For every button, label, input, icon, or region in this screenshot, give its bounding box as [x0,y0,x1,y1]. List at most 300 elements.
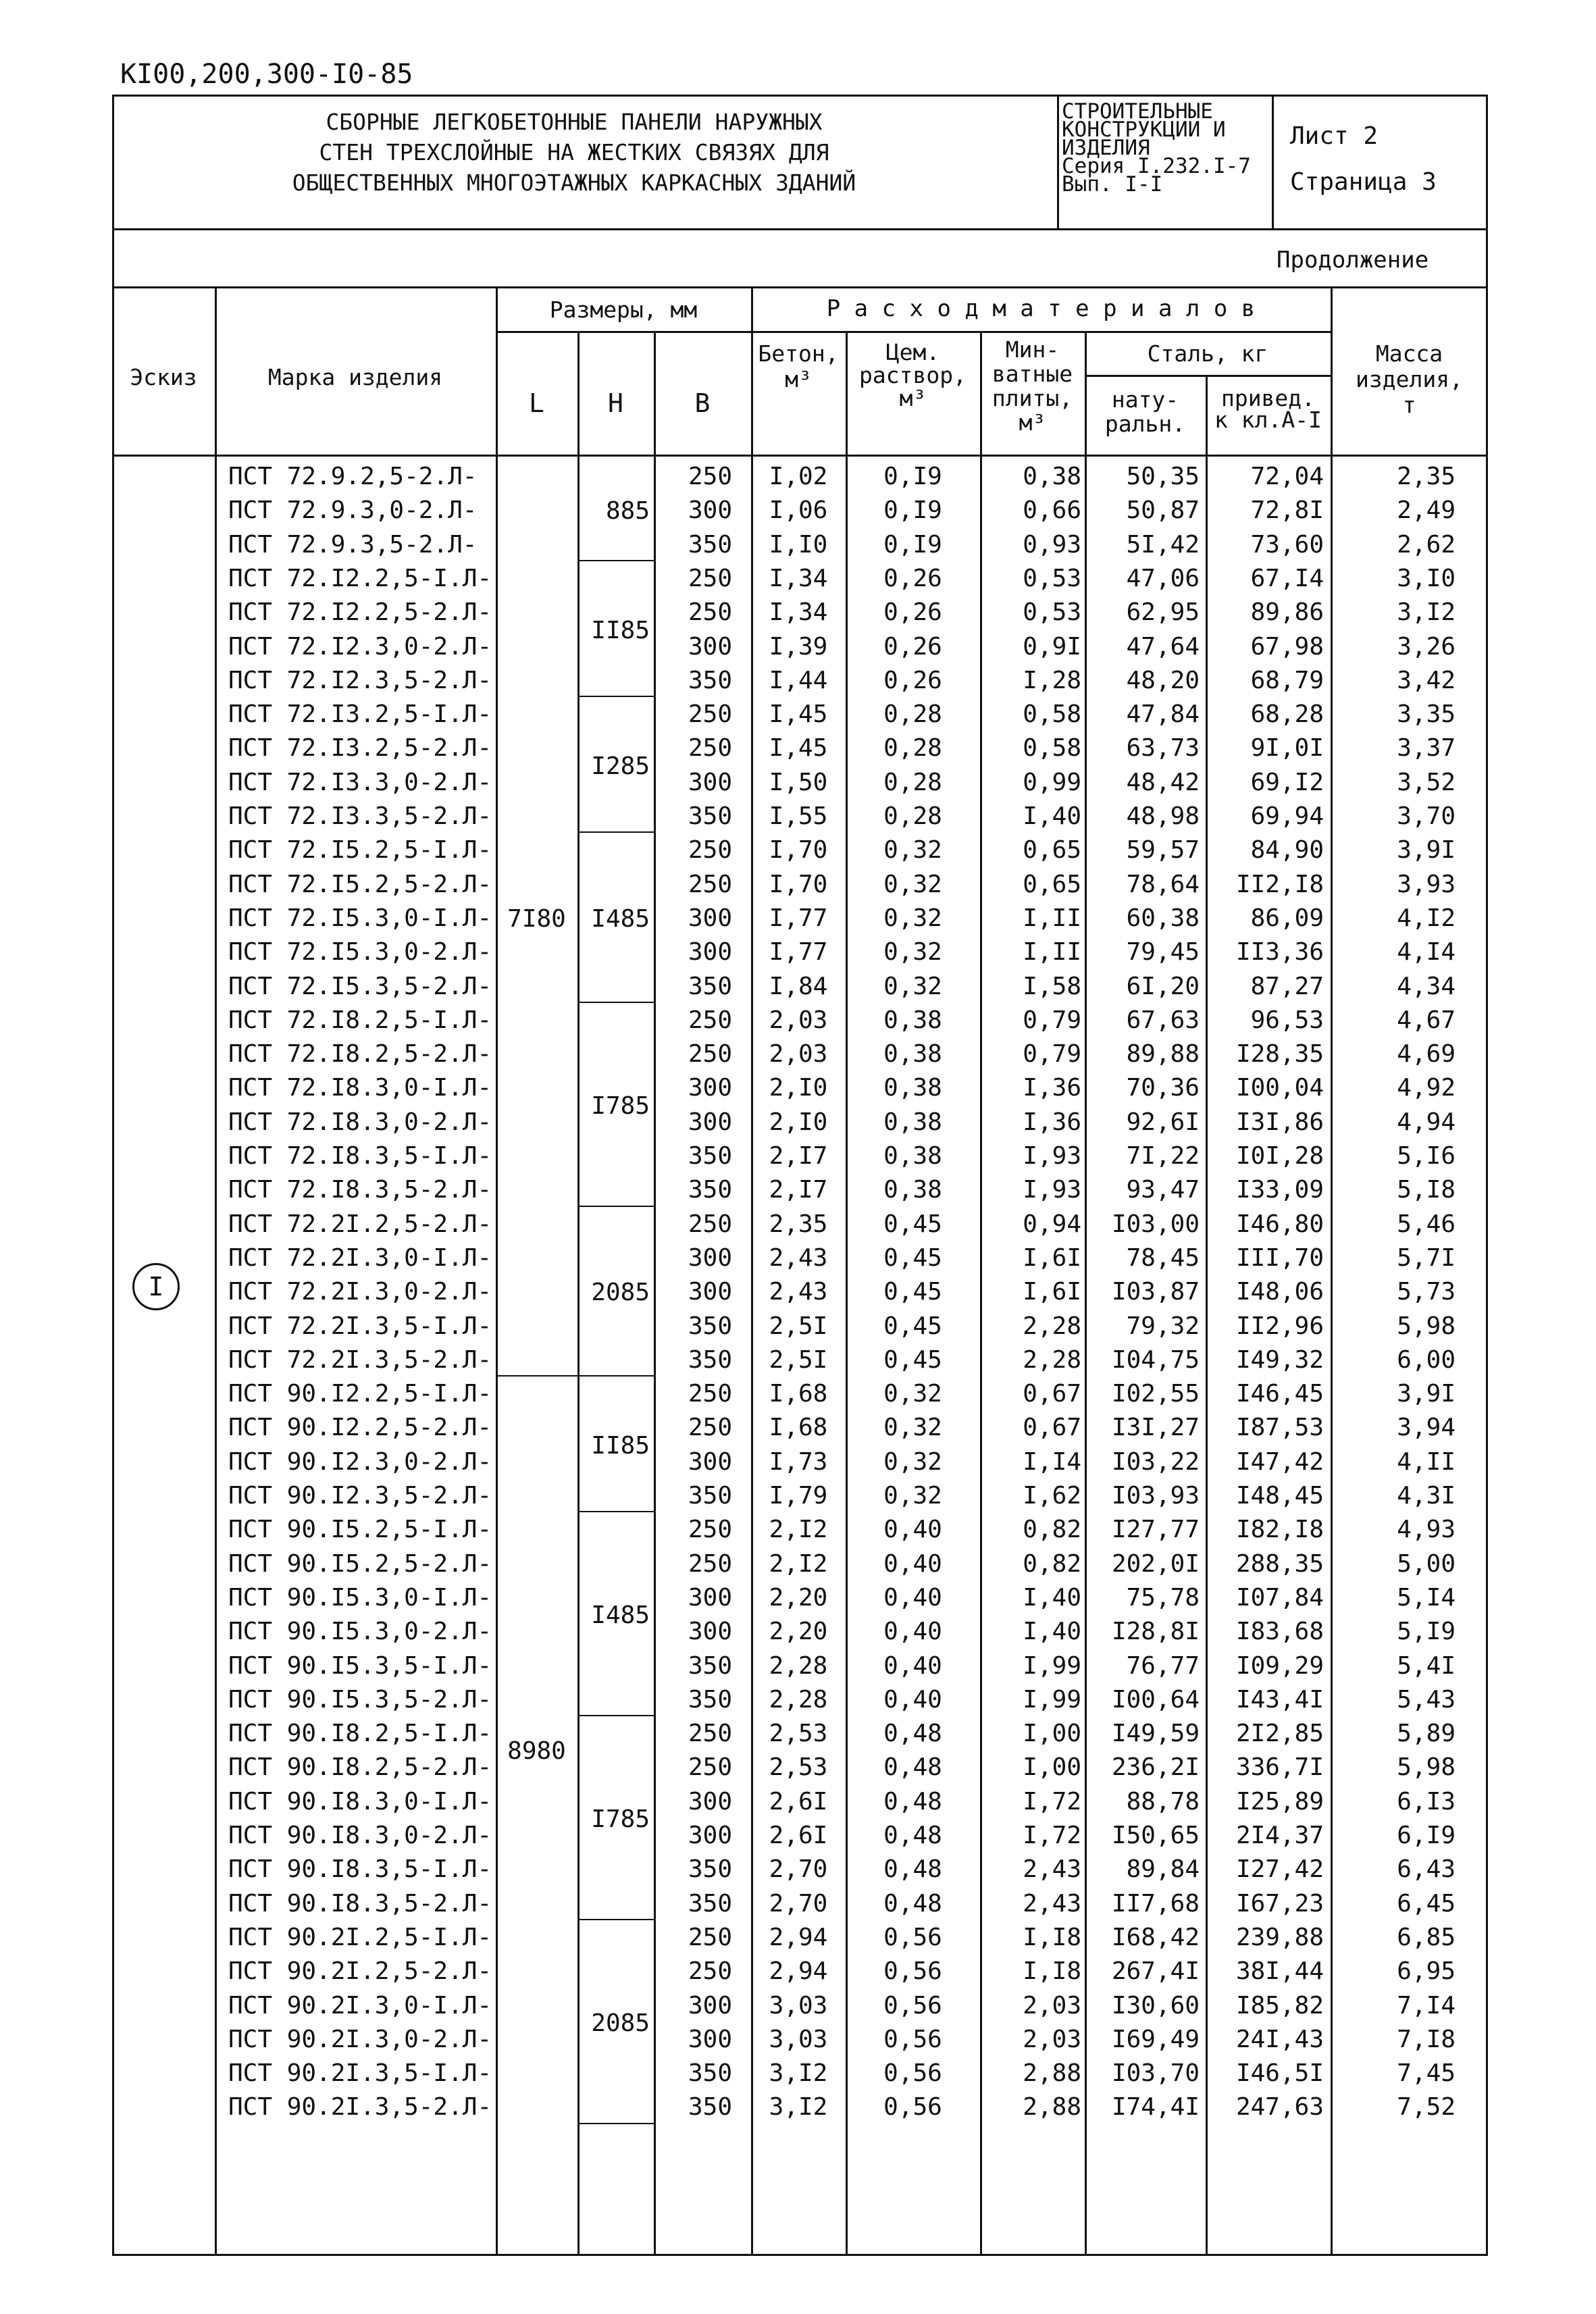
cell-mass: 4,34 [1397,972,1456,1000]
cell-steel-natural: 59,57 [1126,836,1200,865]
cell-steel-reduced: II3,36 [1235,938,1324,967]
cell-B: 350 [688,1345,732,1374]
cell-concrete: 2,I7 [769,1142,828,1170]
header-mass-line: изделия, [1356,366,1463,392]
cell-mineral: I,6I [1023,1278,1081,1306]
header-mineral-line: плиты, [992,385,1073,411]
cell-mineral: I,II [1023,904,1081,932]
cell-mass: 3,35 [1397,700,1456,729]
cell-mass: 2,35 [1397,463,1456,490]
cell-mark: ПСТ 90.I8.3,0-2.Л- [228,1822,492,1849]
cell-concrete: I,55 [769,802,828,830]
cell-B: 300 [688,1787,732,1816]
cell-steel-natural: II7,68 [1111,1889,1200,1918]
cell-cement: 0,38 [883,1040,942,1069]
cell-mass: 5,I4 [1397,1583,1456,1612]
cell-mark: ПСТ 72.I8.3,5-I.Л- [228,1142,492,1170]
cell-B: 250 [688,1380,732,1408]
cell-mineral: 0,65 [1023,870,1081,898]
table-rule [112,455,1488,457]
cell-B: 300 [688,768,732,796]
cell-B: 300 [688,1278,732,1306]
cell-steel-natural: I30,60 [1111,1991,1200,2020]
cell-mass: 5,46 [1397,1210,1456,1238]
cell-B: 350 [688,1855,732,1884]
cell-B: 250 [688,1549,732,1578]
cell-cement: 0,40 [883,1549,942,1578]
cell-mass: 5,98 [1397,1312,1456,1340]
cell-cement: 0,40 [883,1618,942,1646]
cell-steel-natural: 63,73 [1126,734,1200,763]
cell-steel-reduced: 2I4,37 [1235,1822,1324,1849]
cell-H-group: 2085 [591,1279,650,1307]
cell-cement: 0,26 [883,632,942,661]
cell-B: 300 [688,1618,732,1646]
L-group-divider [496,1375,580,1377]
cell-mineral: 2,88 [1023,2059,1081,2088]
cell-mark: ПСТ 90.I2.2,5-2.Л- [228,1414,492,1442]
cell-mark: ПСТ 72.I8.2,5-2.Л- [228,1040,492,1069]
cell-mineral: I,00 [1023,1753,1081,1782]
cell-steel-reduced: I87,53 [1235,1414,1324,1442]
cell-steel-natural: 60,38 [1126,904,1200,932]
cell-mass: 5,I6 [1397,1142,1456,1170]
cell-steel-reduced: 288,35 [1235,1549,1324,1578]
page-number: Страница 3 [1290,168,1437,196]
cell-mark: ПСТ 90.2I.3,0-I.Л- [228,1991,492,2020]
cell-mineral: 0,58 [1023,734,1081,763]
cell-mass: 3,9I [1397,1380,1456,1408]
cell-mass: 4,I4 [1397,938,1456,967]
cell-concrete: 2,6I [769,1822,828,1849]
cell-steel-natural: I03,00 [1111,1210,1200,1238]
cell-cement: 0,32 [883,870,942,898]
cell-mark: ПСТ 90.I5.2,5-I.Л- [228,1516,492,1544]
cell-mark: ПСТ 90.I5.3,5-I.Л- [228,1651,492,1680]
cell-steel-reduced: 239,88 [1235,1923,1324,1951]
cell-mark: ПСТ 72.I2.2,5-2.Л- [228,598,492,627]
cell-B: 300 [688,496,732,525]
cell-steel-reduced: I00,04 [1235,1074,1324,1102]
title-line: СБОРНЫЕ ЛЕГКОБЕТОННЫЕ ПАНЕЛИ НАРУЖНЫХ [326,109,823,135]
cell-mineral: I,72 [1023,1787,1081,1816]
cell-steel-natural: 48,98 [1126,802,1200,830]
cell-steel-natural: 76,77 [1126,1651,1200,1680]
cell-steel-natural: 48,20 [1126,666,1200,694]
cell-cement: 0,32 [883,1447,942,1476]
cell-mineral: 0,67 [1023,1380,1081,1408]
cell-concrete: I,44 [769,666,828,694]
cell-cement: 0,48 [883,1787,942,1816]
cell-concrete: 2,20 [769,1583,828,1612]
cell-mineral: I,93 [1023,1176,1081,1204]
cell-B: 250 [688,1006,732,1034]
cell-mass: 3,I0 [1397,564,1456,592]
cell-concrete: 2,94 [769,1923,828,1951]
cell-mass: 4,92 [1397,1074,1456,1102]
cell-mass: 6,45 [1397,1889,1456,1918]
cell-B: 350 [688,1482,732,1510]
cell-steel-natural: 47,84 [1126,700,1200,729]
cell-mineral: I,99 [1023,1685,1081,1714]
cell-mass: 4,93 [1397,1516,1456,1544]
cell-steel-reduced: I47,42 [1235,1447,1324,1476]
cell-mass: 3,37 [1397,734,1456,763]
cell-mineral: 0,79 [1023,1006,1081,1034]
cell-steel-natural: 93,47 [1126,1176,1200,1204]
cell-mineral: 0,65 [1023,836,1081,865]
cell-mark: ПСТ 90.I2.3,0-2.Л- [228,1447,492,1476]
frame-line [1057,95,1059,230]
cell-steel-reduced: 24I,43 [1235,2025,1324,2053]
title-line: ОБЩЕСТВЕННЫХ МНОГОЭТАЖНЫХ КАРКАСНЫХ ЗДАНИЙ [292,170,856,196]
cell-mass: 3,52 [1397,768,1456,796]
table-rule [496,286,498,2255]
H-group-divider [577,696,656,697]
cell-concrete: I,70 [769,836,828,865]
header-steel-natural [1085,388,1206,436]
cell-mineral: 0,53 [1023,598,1081,627]
table-rule [112,286,1488,288]
cell-steel-natural: I49,59 [1111,1720,1200,1748]
cell-steel-reduced: III,70 [1235,1243,1324,1272]
cell-concrete: I,79 [769,1482,828,1510]
cell-steel-reduced: I27,42 [1235,1855,1324,1884]
continuation-label: Продолжение [1277,247,1429,274]
cell-steel-natural: 202,0I [1111,1549,1200,1578]
document-code: КI00,200,300-I0-85 [120,59,413,90]
cell-mass: 3,94 [1397,1414,1456,1442]
cell-mass: 4,67 [1397,1006,1456,1034]
cell-mineral: I,28 [1023,666,1081,694]
header-steel-natural-line: ральн. [1104,411,1186,437]
cell-mass: 3,9I [1397,836,1456,865]
cell-mark: ПСТ 72.2I.3,5-2.Л- [228,1345,492,1374]
series-line: Вып. I-I [1062,172,1163,197]
cell-mass: 6,I3 [1397,1787,1456,1816]
cell-steel-natural: 267,4I [1111,1957,1200,1986]
cell-B: 250 [688,1414,732,1442]
cell-mineral: 0,82 [1023,1516,1081,1544]
cell-cement: 0,32 [883,836,942,865]
header-mineral-line: ватные [992,361,1073,387]
cell-B: 250 [688,1516,732,1544]
cell-mass: 3,93 [1397,870,1456,898]
cell-mineral: I,72 [1023,1822,1081,1849]
cell-cement: 0,I9 [883,496,942,525]
cell-mark: ПСТ 72.2I.2,5-2.Л- [228,1210,492,1238]
cell-B: 300 [688,2025,732,2053]
cell-steel-natural: 5I,42 [1126,530,1200,559]
cell-B: 350 [688,530,732,559]
H-group-divider [577,1002,656,1003]
cell-cement: 0,48 [883,1753,942,1782]
cell-mark: ПСТ 90.I5.3,5-2.Л- [228,1685,492,1714]
cell-steel-natural: 50,87 [1126,496,1200,525]
cell-concrete: I,84 [769,972,828,1000]
cell-H-group: 2085 [591,2009,650,2037]
cell-mineral: 0,66 [1023,496,1081,525]
cell-mineral: I,93 [1023,1142,1081,1170]
cell-steel-reduced: I43,4I [1235,1685,1324,1714]
series-line: КОНСТРУКЦИИ И [1062,118,1226,142]
cell-B: 300 [688,1108,732,1136]
cell-mark: ПСТ 72.I3.3,5-2.Л- [228,802,492,830]
cell-concrete: I,68 [769,1380,828,1408]
cell-cement: 0,40 [883,1651,942,1680]
cell-steel-reduced: 69,94 [1250,802,1324,830]
header-mass [1331,341,1488,418]
cell-cement: 0,56 [883,2025,942,2053]
cell-B: 250 [688,564,732,592]
cell-concrete: I,45 [769,700,828,729]
cell-cement: 0,I9 [883,463,942,490]
cell-B: 350 [688,1312,732,1340]
cell-steel-reduced: I28,35 [1235,1040,1324,1069]
cell-H-group: I485 [591,905,650,933]
cell-mineral: 0,58 [1023,700,1081,729]
cell-mark: ПСТ 72.I8.2,5-I.Л- [228,1006,492,1034]
cell-steel-natural: 62,95 [1126,598,1200,627]
cell-concrete: I,68 [769,1414,828,1442]
cell-mineral: 0,93 [1023,530,1081,559]
cell-mark: ПСТ 72.I3.3,0-2.Л- [228,768,492,796]
cell-mass: 5,I8 [1397,1176,1456,1204]
cell-steel-reduced: 68,79 [1250,666,1324,694]
cell-steel-natural: I03,93 [1111,1482,1200,1510]
cell-mass: 5,73 [1397,1278,1456,1306]
cell-mark: ПСТ 90.I8.2,5-I.Л- [228,1720,492,1748]
header-mineral-unit: м³ [1019,409,1046,436]
cell-B: 250 [688,1210,732,1238]
cell-steel-reduced: I46,45 [1235,1380,1324,1408]
cell-cement: 0,38 [883,1074,942,1102]
cell-steel-natural: 75,78 [1126,1583,1200,1612]
cell-concrete: 2,94 [769,1957,828,1986]
H-group-divider [577,1206,656,1207]
cell-cement: 0,45 [883,1345,942,1374]
cell-B: 300 [688,632,732,661]
header-mineral [980,338,1085,435]
title-line: СТЕН ТРЕХСЛОЙНЫЕ НА ЖЕСТКИХ СВЯЗЯХ ДЛЯ [319,139,829,165]
cell-mineral: 0,82 [1023,1549,1081,1578]
header-mark: Марка изделия [267,364,443,390]
cell-cement: 0,56 [883,1923,942,1951]
H-group-divider [577,2123,656,2124]
series-info [1062,99,1251,197]
cell-steel-reduced: I07,84 [1235,1583,1324,1612]
header-steel-reduced-line: привед. [1220,385,1316,411]
cell-steel-natural: I03,22 [1111,1447,1200,1476]
cell-steel-reduced: I33,09 [1235,1176,1324,1204]
frame-line [112,228,1488,230]
cell-mark: ПСТ 90.2I.3,5-I.Л- [228,2059,492,2088]
series-line: СТРОИТЕЛЬНЫЕ [1062,99,1213,124]
cell-concrete: 2,I2 [769,1516,828,1544]
cell-cement: 0,I9 [883,530,942,559]
cell-concrete: 2,I0 [769,1108,828,1136]
cell-steel-reduced: 67,I4 [1250,564,1324,592]
cell-concrete: 2,03 [769,1040,828,1069]
cell-mass: 7,I4 [1397,1991,1456,2020]
sketch-marker: I [132,1263,180,1310]
cell-mineral: 0,94 [1023,1210,1081,1238]
cell-B: 250 [688,1753,732,1782]
cell-concrete: I,70 [769,870,828,898]
cell-mass: 5,89 [1397,1720,1456,1748]
cell-mark: ПСТ 90.I5.2,5-2.Л- [228,1549,492,1578]
cell-H-group: II85 [591,616,650,644]
cell-cement: 0,32 [883,972,942,1000]
cell-cement: 0,40 [883,1516,942,1544]
cell-concrete: 2,5I [769,1345,828,1374]
cell-steel-reduced: I46,80 [1235,1210,1324,1238]
cell-H-group: I785 [591,1805,650,1833]
cell-mineral: I,40 [1023,802,1081,830]
cell-B: 250 [688,463,732,490]
cell-mineral: I,58 [1023,972,1081,1000]
header-mass-line: Масса [1375,340,1443,367]
cell-concrete: I,77 [769,938,828,967]
cell-steel-natural: 79,32 [1126,1312,1200,1340]
cell-mark: ПСТ 72.I2.3,0-2.Л- [228,632,492,661]
cell-cement: 0,32 [883,1380,942,1408]
cell-B: 350 [688,1651,732,1680]
cell-steel-reduced: 247,63 [1235,2093,1324,2122]
cell-cement: 0,48 [883,1720,942,1748]
cell-cement: 0,56 [883,1957,942,1986]
cell-mark: ПСТ 72.2I.3,0-I.Л- [228,1243,492,1272]
cell-mark: ПСТ 72.I2.3,5-2.Л- [228,666,492,694]
cell-mass: 6,95 [1397,1957,1456,1986]
cell-steel-reduced: 69,I2 [1250,768,1324,796]
cell-concrete: 2,I0 [769,1074,828,1102]
cell-steel-natural: I27,77 [1111,1516,1200,1544]
cell-steel-reduced: 9I,0I [1250,734,1324,763]
header-sketch: Эскиз [130,364,197,390]
cell-steel-natural: 7I,22 [1126,1142,1200,1170]
cell-mark: ПСТ 72.9.2,5-2.Л- [228,463,478,490]
cell-mass: 4,I2 [1397,904,1456,932]
cell-cement: 0,26 [883,666,942,694]
cell-mineral: I,II [1023,938,1081,967]
cell-steel-reduced: I46,5I [1235,2059,1324,2088]
header-steel: Сталь, кг [1147,340,1268,367]
cell-mark: ПСТ 72.2I.3,0-2.Л- [228,1278,492,1306]
cell-cement: 0,28 [883,700,942,729]
cell-mineral: I,36 [1023,1108,1081,1136]
cell-B: 350 [688,972,732,1000]
cell-concrete: 2,I7 [769,1176,828,1204]
cell-B: 300 [688,938,732,967]
cell-concrete: I,34 [769,564,828,592]
cell-steel-reduced: 72,04 [1250,463,1324,490]
frame-line [112,2254,1488,2256]
cell-L-group: 7I80 [507,905,566,933]
cell-steel-natural: 89,88 [1126,1040,1200,1069]
cell-concrete: 2,I2 [769,1549,828,1578]
cell-concrete: 2,53 [769,1753,828,1782]
cell-mark: ПСТ 72.I8.3,0-2.Л- [228,1108,492,1136]
cell-steel-natural: 6I,20 [1126,972,1200,1000]
H-group-divider [577,560,656,561]
cell-steel-natural: I02,55 [1111,1380,1200,1408]
cell-steel-natural: 47,64 [1126,632,1200,661]
frame-line [112,95,114,2256]
header-B: B [694,388,711,418]
cell-B: 300 [688,1074,732,1102]
cell-B: 250 [688,1040,732,1069]
cell-concrete: I,34 [769,598,828,627]
cell-H-group: I485 [591,1601,650,1630]
cell-concrete: 3,I2 [769,2059,828,2088]
cell-steel-natural: 78,64 [1126,870,1200,898]
cell-mass: 5,I9 [1397,1618,1456,1646]
cell-H-group: II85 [591,1431,650,1460]
cell-B: 300 [688,904,732,932]
cell-mass: 4,94 [1397,1108,1456,1136]
cell-steel-reduced: 89,86 [1250,598,1324,627]
table-rule [496,331,1331,333]
cell-mark: ПСТ 72.I5.3,0-I.Л- [228,904,492,932]
cell-steel-natural: 79,45 [1126,938,1200,967]
cell-mark: ПСТ 90.I8.3,5-2.Л- [228,1889,492,1918]
cell-steel-natural: I03,87 [1111,1278,1200,1306]
cell-B: 250 [688,1720,732,1748]
header-cement-line: Цем. [885,339,940,365]
cell-steel-reduced: I67,23 [1235,1889,1324,1918]
cell-concrete: 2,5I [769,1312,828,1340]
cell-mass: 3,70 [1397,802,1456,830]
header-concrete-line: Бетон, [758,340,839,367]
cell-cement: 0,26 [883,598,942,627]
cell-cement: 0,56 [883,2059,942,2088]
header-steel-reduced [1206,385,1331,433]
cell-mark: ПСТ 72.I5.3,0-2.Л- [228,938,492,967]
cell-steel-reduced: I09,29 [1235,1651,1324,1680]
cell-cement: 0,45 [883,1312,942,1340]
cell-steel-reduced: I3I,86 [1235,1108,1324,1136]
cell-steel-natural: I00,64 [1111,1685,1200,1714]
cell-cement: 0,38 [883,1006,942,1034]
cell-cement: 0,45 [883,1278,942,1306]
cell-cement: 0,40 [883,1685,942,1714]
cell-mark: ПСТ 90.2I.2,5-2.Л- [228,1957,492,1986]
cell-concrete: I,06 [769,496,828,525]
cell-mass: 5,7I [1397,1243,1456,1272]
cell-cement: 0,48 [883,1822,942,1849]
cell-mineral: I,00 [1023,1720,1081,1748]
cell-mineral: 2,88 [1023,2093,1081,2122]
cell-mark: ПСТ 90.2I.2,5-I.Л- [228,1923,492,1951]
cell-steel-natural: I69,49 [1111,2025,1200,2053]
cell-cement: 0,48 [883,1855,942,1884]
cell-mass: 3,42 [1397,666,1456,694]
cell-B: 350 [688,1685,732,1714]
cell-B: 300 [688,1822,732,1849]
cell-B: 250 [688,1923,732,1951]
cell-steel-reduced: 72,8I [1250,496,1324,525]
cell-concrete: 2,43 [769,1278,828,1306]
cell-steel-natural: I50,65 [1111,1822,1200,1849]
cell-cement: 0,26 [883,564,942,592]
cell-mark: ПСТ 72.I5.2,5-2.Л- [228,870,492,898]
cell-concrete: 2,35 [769,1210,828,1238]
cell-mineral: 0,99 [1023,768,1081,796]
H-group-divider [577,1919,656,1920]
H-group-divider [577,1511,656,1512]
cell-concrete: 2,70 [769,1889,828,1918]
